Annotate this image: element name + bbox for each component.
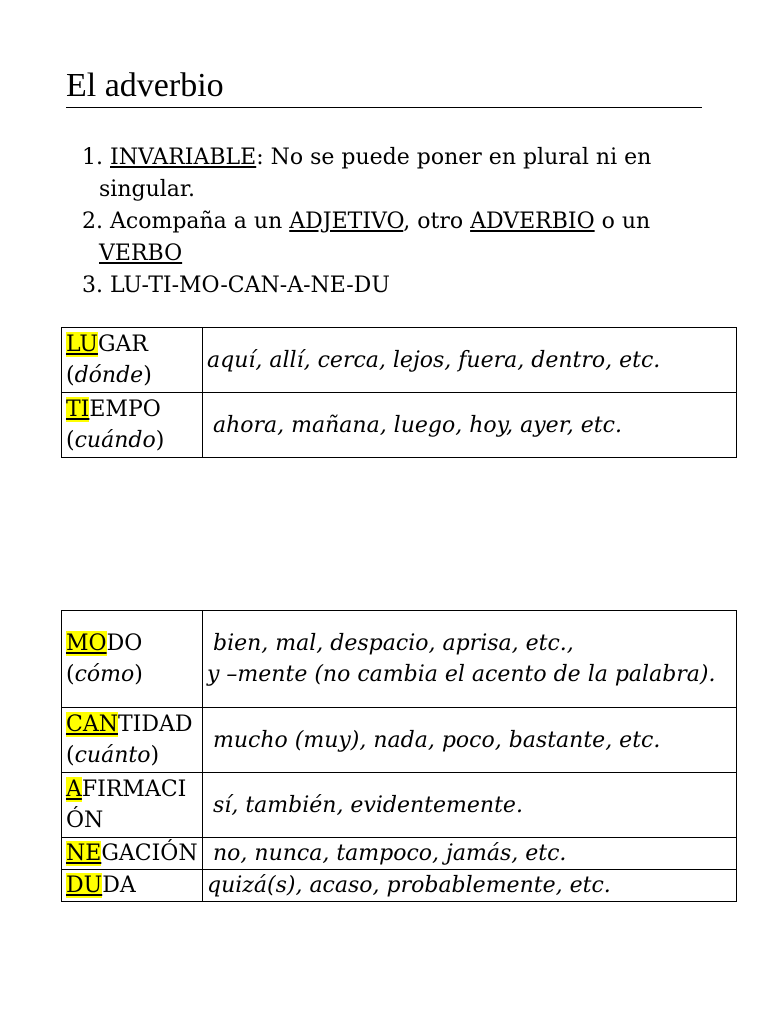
examples-text: no, nunca, tampoco, jamás, etc.	[213, 841, 567, 866]
rule-keyword: VERBO	[99, 241, 183, 266]
rule-continuation	[82, 174, 702, 206]
rule-keyword: INVARIABLE	[110, 145, 257, 170]
rule-text: singular.	[99, 177, 195, 202]
type-label: GAR	[97, 332, 148, 357]
adverb-table-1	[61, 327, 737, 458]
table-row	[62, 611, 737, 708]
rule-text: LU-TI-MO-CAN-A-NE-DU	[110, 273, 390, 298]
type-label: GACIÓN	[101, 841, 198, 866]
rule-text: o un	[594, 209, 651, 234]
question-word: cuánto	[74, 743, 151, 768]
type-label: TIDAD	[117, 712, 193, 737]
rule-number: 2.	[82, 209, 103, 234]
type-label: FIRMACI	[81, 777, 187, 802]
mnemonic-highlight: TI	[66, 397, 90, 422]
examples-text: sí, también, evidentemente.	[213, 792, 523, 818]
examples-text: mucho (muy), nada, poco, bastante, etc.	[213, 727, 661, 753]
examples-text: y –mente (no cambia el acento de la palabra).	[207, 662, 716, 687]
adverb-type-cell: MODO (cómo)	[62, 611, 203, 708]
adverb-type-cell: CANTIDAD (cuánto)	[62, 708, 203, 773]
table-row	[62, 870, 737, 902]
mnemonic-highlight: DU	[66, 873, 103, 898]
adverb-type-cell	[62, 838, 203, 870]
rules-list	[82, 142, 702, 302]
mnemonic-highlight: CAN	[66, 712, 118, 737]
rule-text: : No se puede poner en plural ni en	[256, 145, 652, 170]
examples-cell	[203, 708, 737, 773]
table-row	[62, 773, 737, 838]
mnemonic-highlight: A	[66, 777, 82, 802]
adverb-type-cell: TIEMPO (cuándo)	[62, 393, 203, 458]
table-row	[62, 838, 737, 870]
question-word: cómo	[74, 662, 135, 687]
examples-cell	[203, 393, 737, 458]
examples-cell	[203, 611, 737, 708]
question-word: cuándo	[74, 428, 156, 453]
rule-text: , otro	[403, 209, 471, 234]
type-label: DA	[102, 873, 136, 898]
rule-item	[82, 206, 702, 238]
rule-continuation	[82, 238, 702, 270]
rule-keyword: ADJETIVO	[289, 209, 404, 234]
adverb-table-2	[61, 610, 737, 902]
page-title: El adverbio	[66, 66, 702, 108]
examples-cell	[203, 838, 737, 870]
question-word: dónde	[74, 363, 144, 388]
type-label: DO	[106, 631, 143, 656]
rule-number: 3.	[82, 273, 103, 298]
rule-item	[82, 270, 702, 302]
rule-item	[82, 142, 702, 174]
type-label: EMPO	[89, 397, 161, 422]
mnemonic-highlight: MO	[66, 631, 107, 656]
table-row	[62, 393, 737, 458]
examples-text: bien, mal, despacio, aprisa, etc.,	[213, 631, 574, 656]
adverb-type-cell	[62, 773, 203, 838]
rule-text: Acompaña a un	[110, 209, 290, 234]
examples-cell: aquí, allí, cerca, lejos, fuera, dentro, etc.	[203, 328, 737, 393]
adverb-type-cell: LUGAR (dónde)	[62, 328, 203, 393]
mnemonic-highlight: NE	[66, 841, 102, 866]
examples-cell	[203, 773, 737, 838]
rule-keyword: ADVERBIO	[470, 209, 595, 234]
type-label: ÓN	[66, 808, 104, 833]
examples-text: ahora, mañana, luego, hoy, ayer, etc.	[213, 412, 622, 438]
mnemonic-highlight: LU	[66, 332, 98, 357]
rule-number: 1.	[82, 145, 103, 170]
examples-cell: quizá(s), acaso, probablemente, etc.	[203, 870, 737, 902]
adverb-type-cell	[62, 870, 203, 902]
table-row	[62, 328, 737, 393]
table-row	[62, 708, 737, 773]
